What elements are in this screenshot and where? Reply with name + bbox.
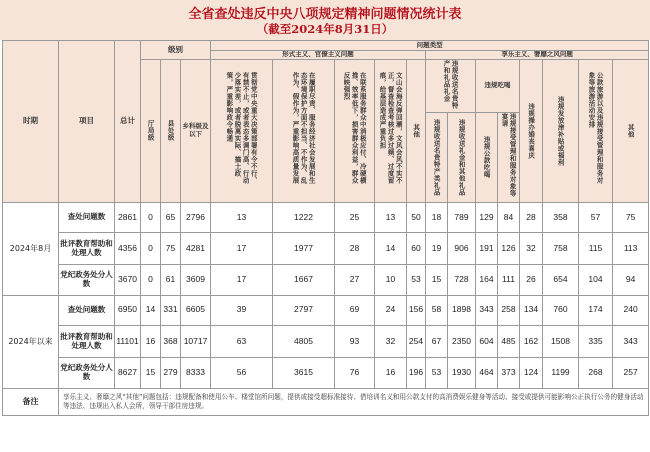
value-cell: 84 — [498, 202, 520, 233]
table-row — [3, 295, 649, 326]
header-formalism-other: 其他 — [407, 60, 426, 203]
value-cell: 0 — [141, 264, 161, 295]
value-cell: 56 — [211, 357, 273, 388]
note-text: 享乐主义、奢靡之风“其他”问题包括：违规配备和使用公车、楼堂馆所问题，提供或接受超标准接待、借培训名义和用公款支付的高消费娱乐健身等活动、接受或提供可能影响公正执行公务的健身活动等违法、违规出入私人会所，领导干部住房违规。 — [59, 388, 649, 415]
value-cell: 464 — [476, 357, 498, 388]
value-cell: 358 — [543, 202, 579, 233]
value-cell: 240 — [613, 295, 649, 326]
value-cell: 129 — [476, 202, 498, 233]
value-cell: 19 — [426, 233, 448, 265]
value-cell: 6950 — [115, 295, 141, 326]
value-cell: 13 — [375, 202, 407, 233]
value-cell: 906 — [448, 233, 476, 265]
value-cell: 50 — [407, 202, 426, 233]
header-formalism-2: 在履职尽责、服务经济社会发展和生态环境保护方面不担当、不作为、乱作为、假作为，严重影响高质量发展 — [273, 60, 335, 203]
value-cell: 60 — [407, 233, 426, 265]
value-cell: 8627 — [115, 357, 141, 388]
value-cell: 10717 — [181, 326, 211, 358]
value-cell: 67 — [426, 326, 448, 358]
value-cell: 1222 — [273, 202, 335, 233]
header-problem-type: 问题类型 — [211, 41, 649, 51]
value-cell: 196 — [407, 357, 426, 388]
value-cell: 2796 — [181, 202, 211, 233]
value-cell: 1199 — [543, 357, 579, 388]
header-allowances: 违规发放津补贴或福利 — [543, 60, 579, 203]
value-cell: 2861 — [115, 202, 141, 233]
value-cell: 174 — [579, 295, 613, 326]
value-cell: 76 — [335, 357, 375, 388]
value-cell: 343 — [476, 295, 498, 326]
value-cell: 18 — [426, 202, 448, 233]
table-title: 全省查处违反中央八项规定精神问题情况统计表 — [188, 7, 462, 22]
value-cell: 28 — [520, 202, 543, 233]
value-cell: 2350 — [448, 326, 476, 358]
header-level-xiangke: 乡科级及以下 — [181, 60, 211, 203]
title-banner — [0, 0, 650, 40]
value-cell: 789 — [448, 202, 476, 233]
value-cell: 115 — [579, 233, 613, 265]
value-cell: 654 — [543, 264, 579, 295]
value-cell: 93 — [335, 326, 375, 358]
value-cell: 4805 — [273, 326, 335, 358]
value-cell: 1898 — [448, 295, 476, 326]
value-cell: 164 — [476, 264, 498, 295]
value-cell: 32 — [375, 326, 407, 358]
item-cell: 批评教育帮助和处理人数 — [59, 233, 115, 265]
value-cell: 1508 — [543, 326, 579, 358]
value-cell: 728 — [448, 264, 476, 295]
header-eating-public: 违规公款吃喝 — [476, 112, 498, 202]
value-cell: 3670 — [115, 264, 141, 295]
value-cell: 258 — [498, 295, 520, 326]
value-cell: 16 — [375, 357, 407, 388]
value-cell: 14 — [375, 233, 407, 265]
value-cell: 15 — [141, 357, 161, 388]
value-cell: 75 — [161, 233, 181, 265]
value-cell: 14 — [141, 295, 161, 326]
value-cell: 485 — [498, 326, 520, 358]
value-cell: 111 — [498, 264, 520, 295]
header-period: 时期 — [3, 41, 59, 203]
header-tourism: 公款旅游以及违规接受管理和服务对象等旅游活动安排 — [579, 60, 613, 203]
value-cell: 368 — [161, 326, 181, 358]
value-cell: 13 — [211, 202, 273, 233]
table-row — [3, 233, 649, 265]
item-cell: 党纪政务处分人数 — [59, 264, 115, 295]
value-cell: 191 — [476, 233, 498, 265]
value-cell: 25 — [335, 202, 375, 233]
table-row — [3, 326, 649, 358]
value-cell: 279 — [161, 357, 181, 388]
value-cell: 4281 — [181, 233, 211, 265]
value-cell: 1930 — [448, 357, 476, 388]
header-level-ting: 厅局级 — [141, 60, 161, 203]
value-cell: 268 — [579, 357, 613, 388]
value-cell: 53 — [426, 357, 448, 388]
statistics-table — [2, 40, 649, 416]
value-cell: 65 — [161, 202, 181, 233]
value-cell: 257 — [613, 357, 649, 388]
value-cell: 3615 — [273, 357, 335, 388]
value-cell: 0 — [141, 233, 161, 265]
note-label: 备注 — [3, 388, 59, 415]
header-formalism-1: 贯彻党中央重大决策部署有令不行、有禁不止，或者表态多调门高、行动少落实差，或者脱离实际、搞土政策，严重影响政令畅通 — [211, 60, 273, 203]
value-cell: 134 — [520, 295, 543, 326]
header-gifts: 违规收送名贵特产和礼品礼金 — [426, 60, 476, 113]
header-weddings: 违规操办婚丧喜庆 — [520, 60, 543, 203]
value-cell: 4356 — [115, 233, 141, 265]
header-formalism-3: 在联系服务群众中消极应付、冷硬横推、效率低下，损害群众利益，群众反映强烈 — [335, 60, 375, 203]
value-cell: 75 — [613, 202, 649, 233]
header-gifts-cash: 违规收送礼金和其他礼品 — [448, 112, 476, 202]
value-cell: 156 — [407, 295, 426, 326]
value-cell: 604 — [476, 326, 498, 358]
value-cell: 61 — [161, 264, 181, 295]
value-cell: 1977 — [273, 233, 335, 265]
value-cell: 16 — [141, 326, 161, 358]
header-hedonism-other: 其他 — [613, 60, 649, 203]
item-cell: 查处问题数 — [59, 202, 115, 233]
value-cell: 124 — [520, 357, 543, 388]
value-cell: 26 — [520, 264, 543, 295]
header-total: 总计 — [115, 41, 141, 203]
value-cell: 94 — [613, 264, 649, 295]
value-cell: 27 — [335, 264, 375, 295]
header-eating-banquet: 违规接受管理和服务对象等宴请 — [498, 112, 520, 202]
value-cell: 162 — [520, 326, 543, 358]
value-cell: 17 — [211, 264, 273, 295]
header-hedonism: 享乐主义、奢靡之风问题 — [426, 50, 649, 60]
value-cell: 53 — [407, 264, 426, 295]
value-cell: 1667 — [273, 264, 335, 295]
value-cell: 335 — [579, 326, 613, 358]
value-cell: 343 — [613, 326, 649, 358]
value-cell: 32 — [520, 233, 543, 265]
value-cell: 28 — [335, 233, 375, 265]
table-row — [3, 202, 649, 233]
header-level: 级别 — [141, 41, 211, 60]
table-row — [3, 264, 649, 295]
header-item: 项目 — [59, 41, 115, 203]
value-cell: 39 — [211, 295, 273, 326]
value-cell: 69 — [335, 295, 375, 326]
item-cell: 批评教育帮助和处理人数 — [59, 326, 115, 358]
value-cell: 126 — [498, 233, 520, 265]
period-cell: 2024年8月 — [3, 202, 59, 295]
header-level-xianchu: 县处级 — [161, 60, 181, 203]
value-cell: 0 — [141, 202, 161, 233]
period-cell: 2024年以来 — [3, 295, 59, 388]
value-cell: 58 — [426, 295, 448, 326]
header-formalism: 形式主义、官僚主义问题 — [211, 50, 426, 60]
value-cell: 760 — [543, 295, 579, 326]
value-cell: 373 — [498, 357, 520, 388]
value-cell: 331 — [161, 295, 181, 326]
value-cell: 254 — [407, 326, 426, 358]
value-cell: 63 — [211, 326, 273, 358]
header-eating: 违规吃喝 — [476, 60, 520, 113]
value-cell: 2797 — [273, 295, 335, 326]
item-cell: 党纪政务处分人数 — [59, 357, 115, 388]
value-cell: 113 — [613, 233, 649, 265]
value-cell: 57 — [579, 202, 613, 233]
value-cell: 15 — [426, 264, 448, 295]
value-cell: 17 — [211, 233, 273, 265]
value-cell: 6605 — [181, 295, 211, 326]
header-formalism-4: 文山会海反弹回潮，文风会风不实不正，督查检查考核过多过频、过度留痕，给基层造成严重负担 — [375, 60, 407, 203]
value-cell: 758 — [543, 233, 579, 265]
value-cell: 24 — [375, 295, 407, 326]
value-cell: 104 — [579, 264, 613, 295]
table-row — [3, 357, 649, 388]
table-subtitle: （截至2024年8月31日） — [256, 22, 394, 36]
value-cell: 3609 — [181, 264, 211, 295]
value-cell: 10 — [375, 264, 407, 295]
value-cell: 11101 — [115, 326, 141, 358]
header-gifts-specialty: 违规收送名贵特产类礼品 — [426, 112, 448, 202]
value-cell: 8333 — [181, 357, 211, 388]
item-cell: 查处问题数 — [59, 295, 115, 326]
